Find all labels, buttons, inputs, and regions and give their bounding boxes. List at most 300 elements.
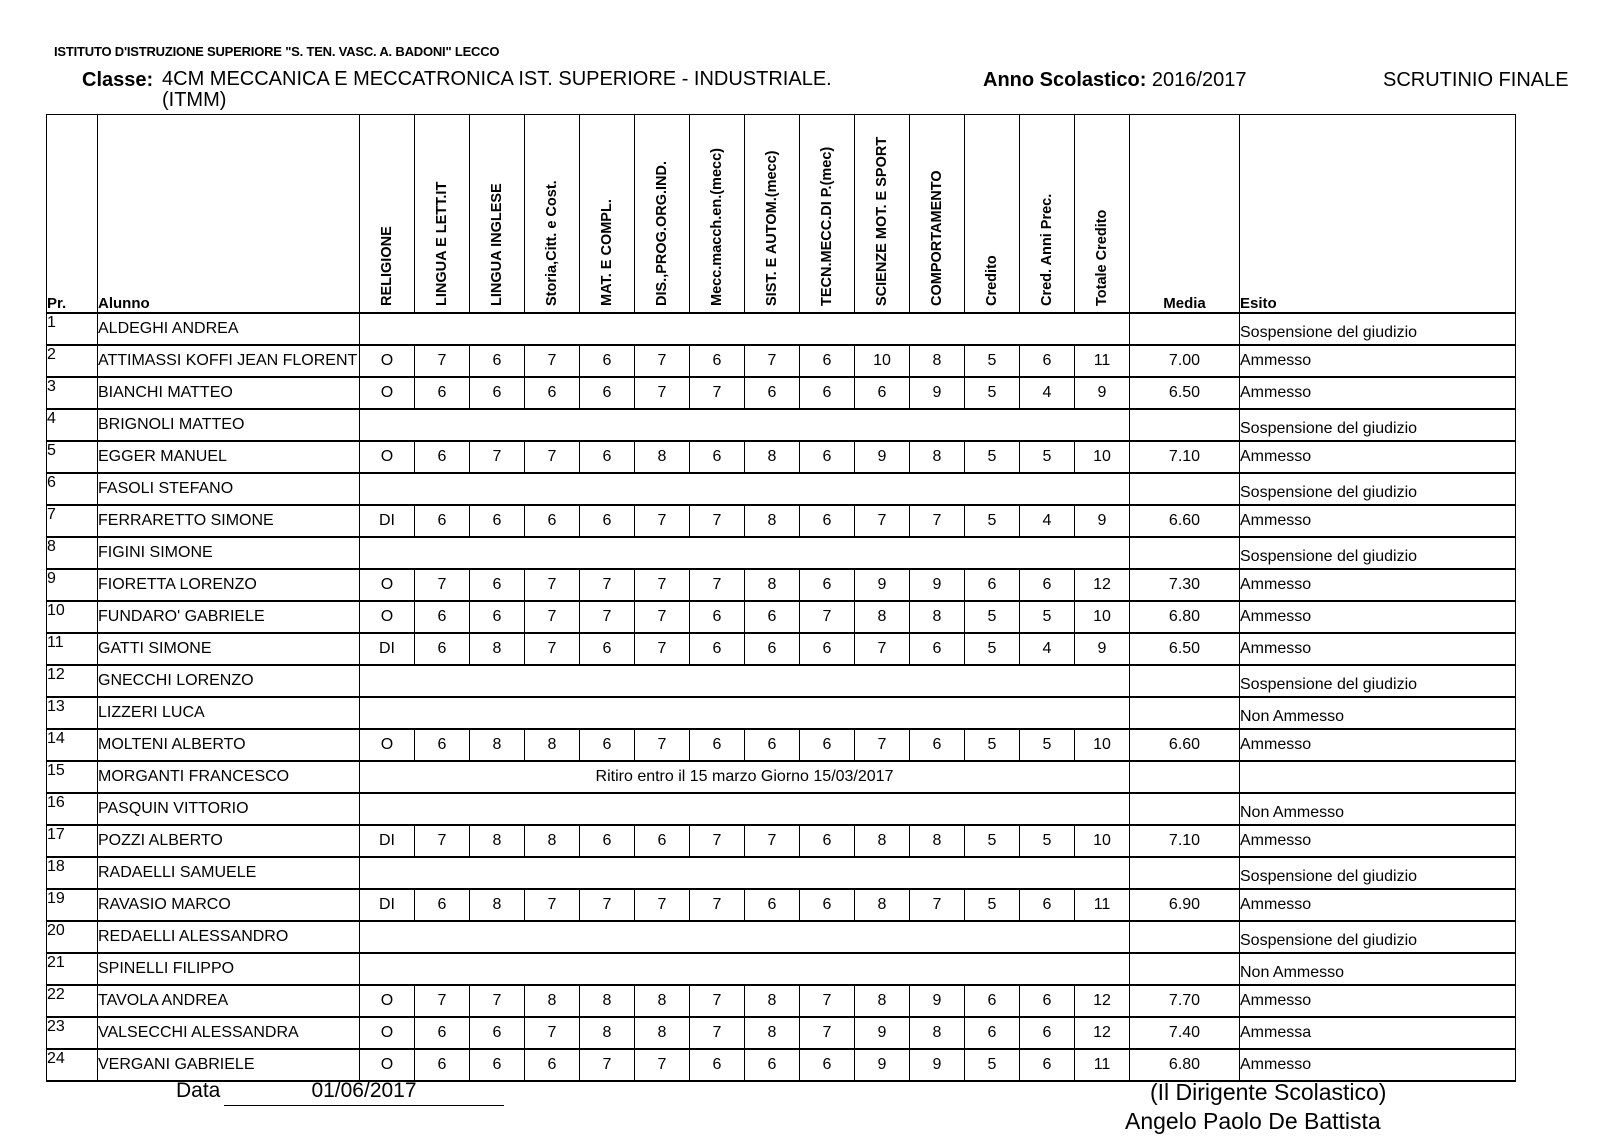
grade-cell: 6 bbox=[525, 377, 580, 409]
grade-cell: 6 bbox=[1020, 345, 1075, 377]
grade-cell: 8 bbox=[470, 889, 525, 921]
grade-cell: 6 bbox=[745, 729, 800, 761]
grade-cell: 8 bbox=[470, 825, 525, 857]
grade-cell: 5 bbox=[1020, 729, 1075, 761]
table-body bbox=[47, 313, 1516, 1081]
grade-cell: 6 bbox=[1020, 1017, 1075, 1049]
col-header-subject bbox=[855, 115, 910, 313]
grade-cell: 6 bbox=[745, 889, 800, 921]
grade-cell: 7 bbox=[580, 1049, 635, 1081]
esito-cell: Ammesso bbox=[1240, 569, 1516, 601]
institute-name: ISTITUTO D'ISTRUZIONE SUPERIORE "S. TEN. VASC. A. BADONI" LECCO bbox=[54, 44, 500, 59]
grade-cell: 5 bbox=[965, 889, 1020, 921]
subject-label: MAT. E COMPL. bbox=[599, 198, 615, 306]
student-name: FASOLI STEFANO bbox=[98, 473, 360, 505]
grade-cell: 9 bbox=[910, 1049, 965, 1081]
col-header-subject bbox=[470, 115, 525, 313]
grade-cell: 7 bbox=[635, 569, 690, 601]
esito-cell: Sospensione del giudizio bbox=[1240, 473, 1516, 505]
student-name: RAVASIO MARCO bbox=[98, 889, 360, 921]
student-name: MOLTENI ALBERTO bbox=[98, 729, 360, 761]
media-cell: 6.90 bbox=[1130, 889, 1240, 921]
grade-cell: 6 bbox=[415, 1017, 470, 1049]
grade-cell: O bbox=[360, 601, 415, 633]
grade-cell: 6 bbox=[415, 1049, 470, 1081]
student-name: POZZI ALBERTO bbox=[98, 825, 360, 857]
grade-cell: 6 bbox=[745, 377, 800, 409]
esito-cell: Ammesso bbox=[1240, 441, 1516, 473]
grade-cell: 7 bbox=[910, 505, 965, 537]
subject-label: COMPORTAMENTO bbox=[929, 169, 945, 306]
grade-cell: 11 bbox=[1075, 345, 1130, 377]
grade-cell: 6 bbox=[690, 345, 745, 377]
row-number: 4 bbox=[47, 409, 98, 441]
grade-cell: 8 bbox=[910, 825, 965, 857]
grade-cell: 8 bbox=[910, 441, 965, 473]
grade-cell: 6 bbox=[800, 345, 855, 377]
grade-cell: O bbox=[360, 569, 415, 601]
grade-cell: 7 bbox=[580, 569, 635, 601]
grade-cell: 6 bbox=[580, 633, 635, 665]
grade-cell: 7 bbox=[580, 601, 635, 633]
student-name: ATTIMASSI KOFFI JEAN FLORENT bbox=[98, 345, 360, 377]
table-row bbox=[47, 1049, 1516, 1081]
student-name: SPINELLI FILIPPO bbox=[98, 953, 360, 985]
grade-cell: 9 bbox=[910, 985, 965, 1017]
student-name: PASQUIN VITTORIO bbox=[98, 793, 360, 825]
subject-label: RELIGIONE bbox=[379, 225, 395, 306]
grade-cell: 6 bbox=[855, 377, 910, 409]
grade-cell: 5 bbox=[1020, 441, 1075, 473]
row-number: 11 bbox=[47, 633, 98, 665]
media-cell: 7.70 bbox=[1130, 985, 1240, 1017]
grade-cell: 7 bbox=[855, 729, 910, 761]
subject-label: Credito bbox=[984, 254, 1000, 306]
grade-cell: 6 bbox=[745, 601, 800, 633]
grade-cell: 6 bbox=[525, 505, 580, 537]
student-name: VALSECCHI ALESSANDRA bbox=[98, 1017, 360, 1049]
grade-cell: 6 bbox=[800, 889, 855, 921]
esito-cell: Ammesso bbox=[1240, 345, 1516, 377]
table-row bbox=[47, 345, 1516, 377]
table-row bbox=[47, 377, 1516, 409]
row-number: 13 bbox=[47, 697, 98, 729]
grade-cell: 5 bbox=[965, 601, 1020, 633]
grade-cell: DI bbox=[360, 633, 415, 665]
media-cell bbox=[1130, 857, 1240, 889]
grade-cell: 6 bbox=[1020, 889, 1075, 921]
esito-cell: Ammesso bbox=[1240, 505, 1516, 537]
grade-cell: 7 bbox=[580, 889, 635, 921]
grade-cell: 6 bbox=[965, 569, 1020, 601]
grade-cell: 7 bbox=[690, 985, 745, 1017]
grade-cell: 7 bbox=[525, 441, 580, 473]
grade-cell: O bbox=[360, 441, 415, 473]
student-name: GATTI SIMONE bbox=[98, 633, 360, 665]
row-number: 1 bbox=[47, 313, 98, 345]
dirigente-label: (Il Dirigente Scolastico) bbox=[1150, 1079, 1387, 1105]
row-number: 17 bbox=[47, 825, 98, 857]
col-header-subject bbox=[415, 115, 470, 313]
grade-cell: 6 bbox=[580, 441, 635, 473]
note-cell: Ritiro entro il 15 marzo Giorno 15/03/2017 bbox=[360, 761, 1130, 793]
grade-cell: 8 bbox=[635, 1017, 690, 1049]
grade-cell: 7 bbox=[635, 345, 690, 377]
row-number: 23 bbox=[47, 1017, 98, 1049]
media-cell bbox=[1130, 953, 1240, 985]
student-name: FIORETTA LORENZO bbox=[98, 569, 360, 601]
student-name: BRIGNOLI MATTEO bbox=[98, 409, 360, 441]
media-cell bbox=[1130, 697, 1240, 729]
row-number: 10 bbox=[47, 601, 98, 633]
classe-value: 4CM MECCANICA E MECCATRONICA IST. SUPERIORE - INDUSTRIALE. (ITMM) bbox=[162, 68, 832, 111]
esito-cell: Sospensione del giudizio bbox=[1240, 665, 1516, 697]
grade-cell: 7 bbox=[745, 345, 800, 377]
media-cell bbox=[1130, 409, 1240, 441]
esito-cell: Ammesso bbox=[1240, 377, 1516, 409]
grade-cell: 7 bbox=[525, 569, 580, 601]
grade-cell: 7 bbox=[635, 729, 690, 761]
table-row bbox=[47, 665, 1516, 697]
student-name: ALDEGHI ANDREA bbox=[98, 313, 360, 345]
grade-cell: 8 bbox=[470, 729, 525, 761]
grade-cell: O bbox=[360, 1049, 415, 1081]
empty-grades-cell bbox=[360, 857, 1130, 889]
grade-cell: 6 bbox=[1020, 569, 1075, 601]
grade-cell: DI bbox=[360, 889, 415, 921]
media-cell: 7.10 bbox=[1130, 441, 1240, 473]
grade-cell: 5 bbox=[965, 825, 1020, 857]
grade-cell: 5 bbox=[965, 505, 1020, 537]
col-header-subject bbox=[635, 115, 690, 313]
table-row bbox=[47, 505, 1516, 537]
student-name: FIGINI SIMONE bbox=[98, 537, 360, 569]
student-name: RADAELLI SAMUELE bbox=[98, 857, 360, 889]
empty-grades-cell bbox=[360, 697, 1130, 729]
grade-cell: 8 bbox=[910, 345, 965, 377]
grade-cell: 9 bbox=[855, 441, 910, 473]
empty-grades-cell bbox=[360, 313, 1130, 345]
row-number: 2 bbox=[47, 345, 98, 377]
grade-cell: 6 bbox=[525, 1049, 580, 1081]
media-cell bbox=[1130, 793, 1240, 825]
grade-cell: 8 bbox=[470, 633, 525, 665]
grade-cell: 7 bbox=[855, 633, 910, 665]
grade-cell: 8 bbox=[910, 601, 965, 633]
row-number: 20 bbox=[47, 921, 98, 953]
table-row bbox=[47, 601, 1516, 633]
grade-cell: 9 bbox=[855, 1017, 910, 1049]
grades-table bbox=[46, 114, 1516, 1082]
table-row bbox=[47, 953, 1516, 985]
col-header-subject bbox=[525, 115, 580, 313]
grade-cell: 4 bbox=[1020, 377, 1075, 409]
grade-cell: 12 bbox=[1075, 569, 1130, 601]
grade-cell: 8 bbox=[580, 985, 635, 1017]
col-header-alunno: Alunno bbox=[98, 115, 360, 313]
grade-cell: 6 bbox=[800, 729, 855, 761]
grade-cell: 5 bbox=[965, 729, 1020, 761]
grade-cell: 6 bbox=[580, 377, 635, 409]
grade-cell: 9 bbox=[855, 569, 910, 601]
grade-cell: 6 bbox=[415, 441, 470, 473]
grade-cell: 6 bbox=[415, 505, 470, 537]
subject-label: Cred. Anni Prec. bbox=[1039, 193, 1055, 306]
grade-cell: 7 bbox=[690, 505, 745, 537]
grade-cell: 7 bbox=[635, 889, 690, 921]
media-cell bbox=[1130, 761, 1240, 793]
table-row bbox=[47, 569, 1516, 601]
esito-cell: Sospensione del giudizio bbox=[1240, 857, 1516, 889]
col-header-subject bbox=[800, 115, 855, 313]
subject-label: LINGUA INGLESE bbox=[489, 182, 505, 306]
grade-cell: 6 bbox=[580, 505, 635, 537]
table-row bbox=[47, 409, 1516, 441]
esito-cell: Ammesso bbox=[1240, 825, 1516, 857]
grade-cell: 8 bbox=[525, 985, 580, 1017]
media-cell: 6.60 bbox=[1130, 505, 1240, 537]
row-number: 22 bbox=[47, 985, 98, 1017]
table-row bbox=[47, 1017, 1516, 1049]
classe-label: Classe: bbox=[82, 69, 154, 91]
table-row bbox=[47, 761, 1516, 793]
grade-cell: 9 bbox=[1075, 633, 1130, 665]
grade-cell: 11 bbox=[1075, 1049, 1130, 1081]
grade-cell: 8 bbox=[525, 825, 580, 857]
grade-cell: 7 bbox=[800, 1017, 855, 1049]
col-header-subject bbox=[690, 115, 745, 313]
esito-cell: Non Ammesso bbox=[1240, 953, 1516, 985]
student-name: EGGER MANUEL bbox=[98, 441, 360, 473]
grade-cell: 7 bbox=[690, 377, 745, 409]
grade-cell: 6 bbox=[470, 1049, 525, 1081]
col-header-pr: Pr. bbox=[47, 115, 98, 313]
esito-cell: Sospensione del giudizio bbox=[1240, 313, 1516, 345]
anno-value: 2016/2017 bbox=[1151, 69, 1247, 91]
grade-cell: 12 bbox=[1075, 1017, 1130, 1049]
row-number: 18 bbox=[47, 857, 98, 889]
subject-label: Totale Credito bbox=[1094, 209, 1110, 306]
grade-cell: 6 bbox=[415, 889, 470, 921]
grade-cell: 10 bbox=[1075, 441, 1130, 473]
grade-cell: 6 bbox=[415, 633, 470, 665]
col-header-subject bbox=[1020, 115, 1075, 313]
grade-cell: 7 bbox=[690, 569, 745, 601]
student-name: REDAELLI ALESSANDRO bbox=[98, 921, 360, 953]
grade-cell: 7 bbox=[690, 825, 745, 857]
grade-cell: 7 bbox=[525, 345, 580, 377]
grade-cell: 8 bbox=[910, 1017, 965, 1049]
col-header-esito: Esito bbox=[1240, 115, 1516, 313]
esito-cell bbox=[1240, 761, 1516, 793]
esito-cell: Ammesso bbox=[1240, 633, 1516, 665]
grade-cell: O bbox=[360, 1017, 415, 1049]
grade-cell: 8 bbox=[745, 505, 800, 537]
grade-cell: 5 bbox=[965, 377, 1020, 409]
table-row bbox=[47, 857, 1516, 889]
grade-cell: 6 bbox=[910, 633, 965, 665]
grade-cell: 8 bbox=[745, 441, 800, 473]
grade-cell: DI bbox=[360, 825, 415, 857]
grade-cell: 6 bbox=[690, 441, 745, 473]
student-name: MORGANTI FRANCESCO bbox=[98, 761, 360, 793]
table-row bbox=[47, 473, 1516, 505]
grade-cell: 8 bbox=[855, 985, 910, 1017]
grade-cell: 7 bbox=[415, 345, 470, 377]
col-header-media: Media bbox=[1130, 115, 1240, 313]
grade-cell: 8 bbox=[580, 1017, 635, 1049]
row-number: 3 bbox=[47, 377, 98, 409]
grade-cell: 7 bbox=[855, 505, 910, 537]
grade-cell: 10 bbox=[1075, 601, 1130, 633]
grade-cell: 4 bbox=[1020, 505, 1075, 537]
anno-scolastico bbox=[983, 69, 1246, 92]
esito-cell: Ammesso bbox=[1240, 1049, 1516, 1081]
esito-cell: Ammessa bbox=[1240, 1017, 1516, 1049]
grade-cell: 11 bbox=[1075, 889, 1130, 921]
grade-cell: 6 bbox=[745, 633, 800, 665]
subject-label: DIS.,PROG.ORG.IND. bbox=[654, 160, 670, 306]
col-header-subject bbox=[965, 115, 1020, 313]
media-cell bbox=[1130, 313, 1240, 345]
student-name: GNECCHI LORENZO bbox=[98, 665, 360, 697]
col-header-subject bbox=[580, 115, 635, 313]
grade-cell: 6 bbox=[635, 825, 690, 857]
row-number: 5 bbox=[47, 441, 98, 473]
media-cell: 6.80 bbox=[1130, 601, 1240, 633]
grade-cell: 8 bbox=[745, 1017, 800, 1049]
grade-cell: 6 bbox=[965, 1017, 1020, 1049]
grade-cell: 6 bbox=[800, 505, 855, 537]
media-cell bbox=[1130, 921, 1240, 953]
grade-cell: 6 bbox=[1020, 1049, 1075, 1081]
media-cell: 6.80 bbox=[1130, 1049, 1240, 1081]
scrutinio-title: SCRUTINIO FINALE bbox=[1383, 69, 1569, 91]
col-header-subject bbox=[360, 115, 415, 313]
empty-grades-cell bbox=[360, 537, 1130, 569]
grade-cell: 8 bbox=[855, 889, 910, 921]
grade-cell: 7 bbox=[910, 889, 965, 921]
grade-cell: 8 bbox=[635, 985, 690, 1017]
grade-cell: 5 bbox=[1020, 825, 1075, 857]
grade-cell: 7 bbox=[415, 985, 470, 1017]
student-name: FERRARETTO SIMONE bbox=[98, 505, 360, 537]
grade-cell: 6 bbox=[470, 601, 525, 633]
grade-cell: 5 bbox=[965, 633, 1020, 665]
grade-cell: 9 bbox=[910, 569, 965, 601]
grade-cell: 7 bbox=[690, 889, 745, 921]
grade-cell: 6 bbox=[965, 985, 1020, 1017]
table-row bbox=[47, 313, 1516, 345]
grade-cell: 8 bbox=[525, 729, 580, 761]
table-row bbox=[47, 889, 1516, 921]
row-number: 15 bbox=[47, 761, 98, 793]
empty-grades-cell bbox=[360, 793, 1130, 825]
row-number: 8 bbox=[47, 537, 98, 569]
table-row bbox=[47, 921, 1516, 953]
student-name: TAVOLA ANDREA bbox=[98, 985, 360, 1017]
media-cell bbox=[1130, 473, 1240, 505]
anno-label: Anno Scolastico: bbox=[983, 69, 1147, 91]
grade-cell: 6 bbox=[470, 569, 525, 601]
media-cell: 6.50 bbox=[1130, 633, 1240, 665]
grade-cell: 6 bbox=[415, 377, 470, 409]
grade-cell: 10 bbox=[1075, 825, 1130, 857]
media-cell: 7.10 bbox=[1130, 825, 1240, 857]
subject-label: TECN.MECC.DI P.(mec) bbox=[819, 146, 835, 306]
date-label: Data bbox=[176, 1079, 221, 1102]
esito-cell: Ammesso bbox=[1240, 729, 1516, 761]
col-header-subject bbox=[1075, 115, 1130, 313]
media-cell bbox=[1130, 665, 1240, 697]
grade-cell: DI bbox=[360, 505, 415, 537]
grade-cell: 6 bbox=[470, 505, 525, 537]
grade-cell: 6 bbox=[580, 729, 635, 761]
media-cell: 7.30 bbox=[1130, 569, 1240, 601]
grade-cell: O bbox=[360, 345, 415, 377]
grade-cell: 7 bbox=[415, 825, 470, 857]
grade-cell: 6 bbox=[800, 569, 855, 601]
table-row bbox=[47, 537, 1516, 569]
grade-cell: 6 bbox=[415, 601, 470, 633]
grade-cell: 7 bbox=[525, 889, 580, 921]
row-number: 24 bbox=[47, 1049, 98, 1081]
grade-cell: 9 bbox=[1075, 377, 1130, 409]
row-number: 7 bbox=[47, 505, 98, 537]
student-name: BIANCHI MATTEO bbox=[98, 377, 360, 409]
grade-cell: 8 bbox=[855, 601, 910, 633]
header-row bbox=[47, 115, 1516, 313]
grade-cell: 7 bbox=[635, 633, 690, 665]
media-cell: 6.60 bbox=[1130, 729, 1240, 761]
grade-cell: 6 bbox=[745, 1049, 800, 1081]
grade-cell: 6 bbox=[690, 1049, 745, 1081]
grade-cell: 6 bbox=[690, 633, 745, 665]
table-row bbox=[47, 697, 1516, 729]
grade-cell: 7 bbox=[415, 569, 470, 601]
grade-cell: 10 bbox=[1075, 729, 1130, 761]
grade-cell: 6 bbox=[800, 1049, 855, 1081]
grade-cell: 7 bbox=[745, 825, 800, 857]
table-row bbox=[47, 441, 1516, 473]
media-cell bbox=[1130, 537, 1240, 569]
grade-cell: 6 bbox=[910, 729, 965, 761]
esito-cell: Sospensione del giudizio bbox=[1240, 409, 1516, 441]
esito-cell: Ammesso bbox=[1240, 889, 1516, 921]
grade-cell: 7 bbox=[470, 985, 525, 1017]
col-header-subject bbox=[745, 115, 800, 313]
grade-cell: 5 bbox=[1020, 601, 1075, 633]
grade-cell: 7 bbox=[470, 441, 525, 473]
grade-cell: 5 bbox=[965, 1049, 1020, 1081]
grade-cell: 6 bbox=[690, 601, 745, 633]
grade-cell: 6 bbox=[1020, 985, 1075, 1017]
student-name: LIZZERI LUCA bbox=[98, 697, 360, 729]
grade-cell: 10 bbox=[855, 345, 910, 377]
grade-cell: 6 bbox=[580, 345, 635, 377]
subject-label: Mecc.macch.en.(mecc) bbox=[709, 147, 725, 306]
table-row bbox=[47, 985, 1516, 1017]
grade-cell: 7 bbox=[525, 633, 580, 665]
grade-cell: 9 bbox=[1075, 505, 1130, 537]
esito-cell: Sospensione del giudizio bbox=[1240, 537, 1516, 569]
empty-grades-cell bbox=[360, 409, 1130, 441]
table-row bbox=[47, 633, 1516, 665]
grade-cell: 7 bbox=[635, 377, 690, 409]
grade-cell: 5 bbox=[965, 345, 1020, 377]
student-name: VERGANI GABRIELE bbox=[98, 1049, 360, 1081]
grade-cell: 6 bbox=[800, 441, 855, 473]
